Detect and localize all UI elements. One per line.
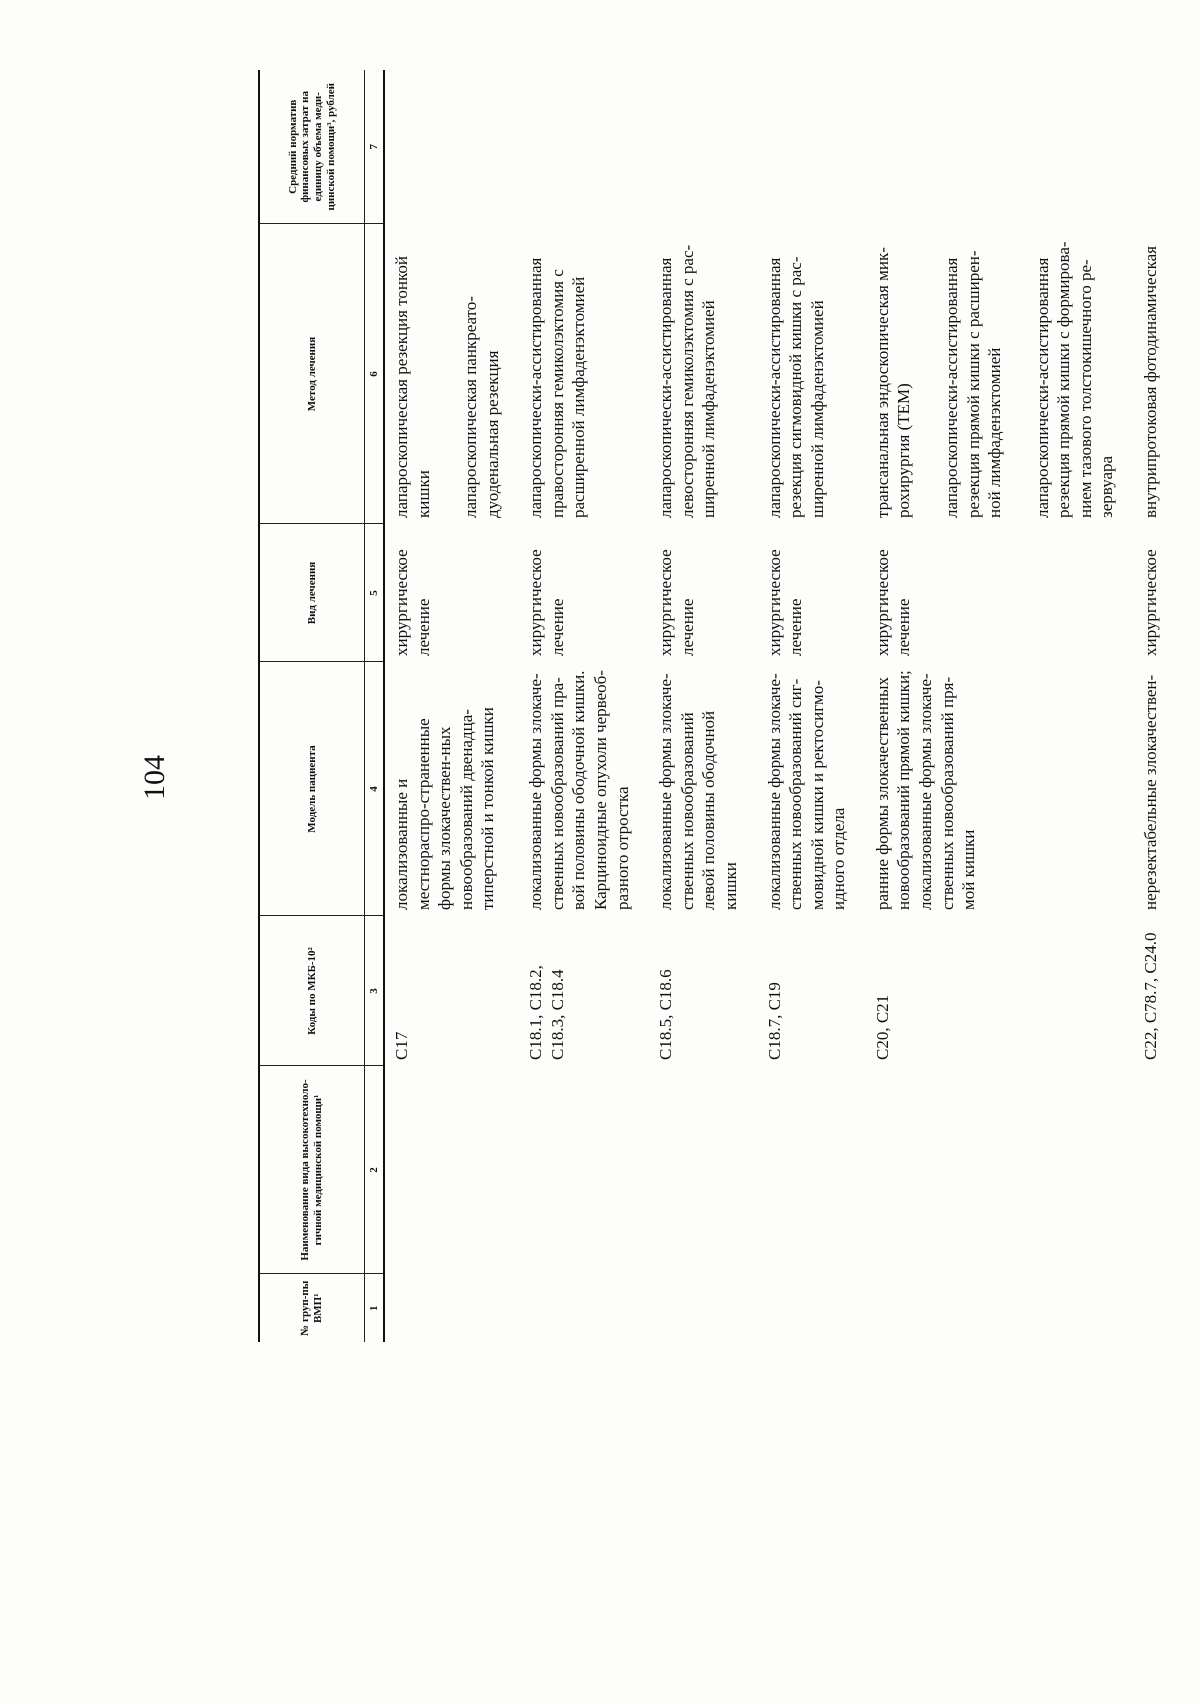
method-item: трансанальная эндоскопическая мик-рохирургия (ТЕМ) bbox=[872, 247, 914, 518]
column-number: 5 bbox=[365, 524, 385, 662]
cell-name bbox=[1134, 1066, 1178, 1274]
header-icd-codes: Коды по МКБ-10² bbox=[259, 916, 365, 1066]
cell-codes: C22, C78.7, C24.0 bbox=[1141, 932, 1161, 1060]
cell-model: локализованные и местнораспро-страненные формы злокачествен-ных новообразований двенадца-типерстной и тонкой кишки bbox=[392, 707, 498, 910]
cell-type: хирургическое лечение bbox=[526, 549, 567, 656]
header-group-number: № груп-пы ВМП¹ bbox=[259, 1274, 365, 1342]
cell-model: локализованные формы злокаче-ственных новообразований пра-вой половины ободочной кишки. Карциноидные опухоли червеоб-разного отростка bbox=[526, 670, 632, 910]
cell-codes: C18.7, C19 bbox=[764, 982, 784, 1060]
cell-cost bbox=[384, 70, 519, 224]
table-row bbox=[866, 70, 1134, 1342]
cell-name bbox=[519, 1066, 649, 1274]
cell-group bbox=[758, 1274, 866, 1342]
cell-type: хирургическое bbox=[1141, 549, 1161, 656]
cell-codes: C17 bbox=[392, 1031, 411, 1060]
cell-group bbox=[866, 1274, 1134, 1342]
column-number: 1 bbox=[365, 1274, 385, 1342]
method-item: лапароскопически-ассистированная резекция прямой кишки с формирова-нием тазового толстокишечного ре-зервуара bbox=[1032, 241, 1117, 518]
method-item: внутрипротоковая фотодинамическая bbox=[1141, 246, 1161, 518]
column-number: 4 bbox=[365, 662, 385, 916]
cell-methods bbox=[384, 224, 519, 524]
cell-methods bbox=[649, 224, 757, 524]
cell-group bbox=[1134, 1274, 1178, 1342]
header-treatment-type: Вид лечения bbox=[259, 524, 365, 662]
header-patient-model: Модель пациента bbox=[259, 662, 365, 916]
header-cost-standard: Средний норматив финансовых затрат на единицу объема меди-цинской помощи³, рублей bbox=[259, 70, 365, 224]
cell-codes: C18.1, C18.2, C18.3, C18.4 bbox=[526, 965, 567, 1060]
cell-name bbox=[384, 1066, 519, 1274]
page-number: 104 bbox=[138, 755, 171, 800]
cell-model: ранние формы злокачественных новообразований прямой кишки; локализованные формы злокаче-ственных новообразований пря-мой кишки bbox=[872, 670, 979, 910]
column-number: 6 bbox=[365, 224, 385, 524]
cell-model: нерезектабельные злокачествен- bbox=[1141, 674, 1161, 910]
cell-group bbox=[649, 1274, 757, 1342]
cell-methods bbox=[1134, 224, 1178, 524]
column-number: 7 bbox=[365, 70, 385, 224]
cell-codes: C18.5, C18.6 bbox=[656, 969, 676, 1060]
cell-name bbox=[758, 1066, 866, 1274]
header-row bbox=[259, 70, 365, 1342]
cell-cost bbox=[649, 70, 757, 224]
header-vmp-name: Наименование вида высокотехноло-гичной медицинской помощи¹ bbox=[259, 1066, 365, 1274]
column-number: 2 bbox=[365, 1066, 385, 1274]
table-row bbox=[649, 70, 757, 1342]
cell-cost bbox=[519, 70, 649, 224]
rotated-table-sheet bbox=[258, 70, 1200, 1342]
cell-methods bbox=[519, 224, 649, 524]
cell-methods bbox=[758, 224, 866, 524]
cell-type: хирургическое лечение bbox=[764, 549, 806, 656]
cell-codes: C20, C21 bbox=[872, 994, 892, 1060]
table-row bbox=[1134, 70, 1178, 1342]
method-item: лапароскопически-ассистированная левосторонняя гемиколэктомия с рас-ширенной лимфаденэктомией bbox=[656, 244, 719, 518]
header-treatment-method: Метод лечения bbox=[259, 224, 365, 524]
cell-group bbox=[384, 1274, 519, 1342]
table-row bbox=[758, 70, 866, 1342]
cell-cost bbox=[758, 70, 866, 224]
cell-type: хирургическое лечение bbox=[392, 549, 433, 656]
cell-methods bbox=[866, 224, 1134, 524]
cell-name bbox=[649, 1066, 757, 1274]
cell-name bbox=[866, 1066, 1134, 1274]
column-number-row bbox=[365, 70, 385, 1342]
method-item: лапароскопически-ассистированная резекция прямой кишки с расширен-ной лимфаденэктомией bbox=[941, 250, 1005, 518]
cell-type: хирургическое лечение bbox=[656, 549, 697, 656]
method-item: лапароскопически-ассистированная резекция сигмовидной кишки с рас-ширенной лимфаденэктомией bbox=[764, 256, 827, 518]
cell-model: локализованные формы злокаче-ственных новообразований левой половины ободочной кишки bbox=[656, 673, 740, 910]
table-row bbox=[384, 70, 519, 1342]
method-item: лапароскопически-ассистированная правосторонняя гемиколэктомия с расширенной лимфаденэктомией bbox=[526, 257, 589, 518]
table-row bbox=[519, 70, 649, 1342]
cell-type: хирургическое лечение bbox=[872, 549, 914, 656]
cell-cost bbox=[1134, 70, 1178, 224]
treatment-table bbox=[258, 70, 1178, 1342]
column-number: 3 bbox=[365, 916, 385, 1066]
method-item: лапароскопическая резекция тонкой кишки bbox=[392, 255, 433, 518]
cell-group bbox=[519, 1274, 649, 1342]
method-item: лапароскопическая панкреато-дуоденальная резекция bbox=[461, 296, 502, 518]
cell-model: локализованные формы злокаче-ственных новообразований сиг-мовидной кишки и ректосигмо-идного отдела bbox=[764, 673, 849, 910]
cell-cost bbox=[866, 70, 1134, 224]
